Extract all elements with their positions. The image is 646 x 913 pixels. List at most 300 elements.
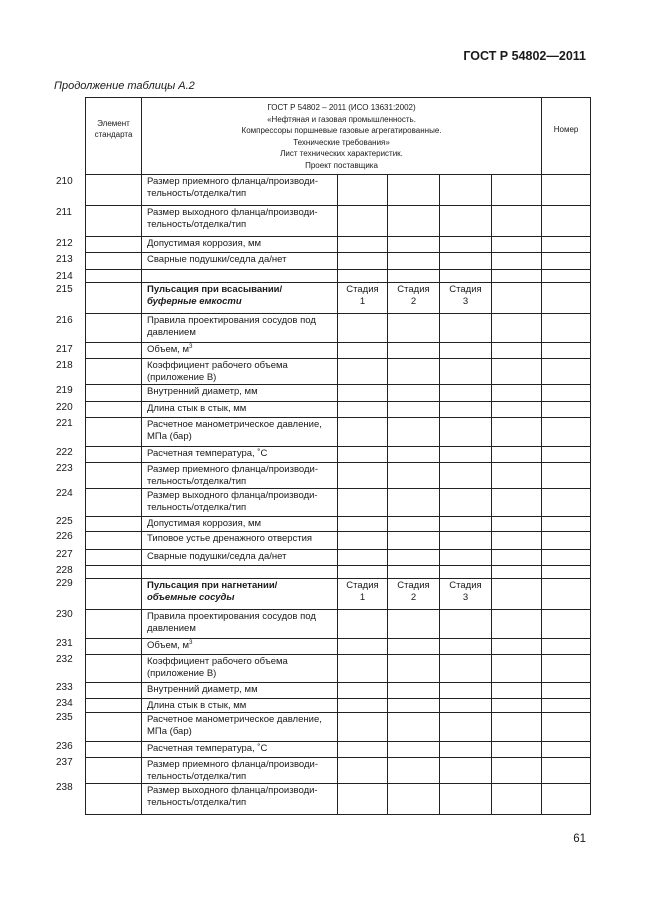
stage-cell: [440, 253, 492, 270]
description-text: Типовое устье дренажного отверстия: [147, 533, 313, 544]
stage-cell: [388, 253, 440, 270]
superscript: 3: [189, 639, 193, 646]
value-cell: [492, 699, 542, 713]
description-text: Расчетное манометрическое давление, МПа (бар): [147, 714, 322, 737]
description-cell: [142, 237, 338, 253]
stage-cell: [440, 610, 492, 639]
stage-label: Стадия: [397, 580, 430, 591]
row-number: 216: [56, 315, 73, 326]
value-cell: [492, 639, 542, 655]
description-text: Размер приемного фланца/производи-тельность/отделка/тип: [147, 464, 318, 487]
row-number: 227: [56, 549, 73, 560]
value-cell: [492, 418, 542, 447]
element-cell: [86, 550, 142, 566]
superscript: 3: [189, 343, 193, 350]
stage-number: 3: [462, 296, 469, 307]
stage-cell: [338, 566, 388, 579]
value-cell: [492, 402, 542, 418]
description-text: Размер приемного фланца/производи-тельность/отделка/тип: [147, 176, 318, 199]
stage-cell: [388, 655, 440, 683]
stage-cell: [440, 206, 492, 237]
stage-cell: [338, 639, 388, 655]
row-number: 233: [56, 682, 73, 693]
column-header-element: Элемент стандарта: [86, 98, 142, 175]
element-cell: [86, 713, 142, 742]
title-line: Лист технических характеристик.: [280, 149, 403, 158]
stage-label: Стадия: [346, 284, 379, 295]
stage-cell: [388, 579, 440, 610]
stage-cell: [338, 683, 388, 699]
description-text: Длина стык в стык, мм: [147, 403, 247, 414]
value-cell: [542, 566, 591, 579]
stage-cell: [388, 175, 440, 206]
stage-number: 3: [462, 592, 469, 603]
value-cell: [492, 283, 542, 314]
stage-cell: [388, 489, 440, 517]
element-cell: [86, 532, 142, 550]
stage-cell: [338, 784, 388, 815]
stage-cell: [388, 206, 440, 237]
stage-label: Стадия: [449, 580, 482, 591]
value-cell: [542, 283, 591, 314]
row-number: 219: [56, 385, 73, 396]
element-cell: [86, 566, 142, 579]
value-cell: [542, 175, 591, 206]
stage-cell: [388, 359, 440, 385]
row-number: 236: [56, 741, 73, 752]
element-cell: [86, 655, 142, 683]
row-number: 223: [56, 463, 73, 474]
table-row: [86, 489, 591, 517]
spec-table: [85, 97, 591, 815]
element-cell: [86, 683, 142, 699]
description-cell: [142, 359, 338, 385]
stage-cell: [440, 566, 492, 579]
element-cell: [86, 447, 142, 463]
row-number: 230: [56, 609, 73, 620]
description-cell: [142, 343, 338, 359]
section-title: Пульсация при нагнетании/: [147, 580, 278, 591]
stage-cell: [440, 699, 492, 713]
table-row: [86, 517, 591, 532]
element-cell: [86, 175, 142, 206]
description-text: Внутренний диаметр, мм: [147, 684, 258, 695]
table-row: [86, 610, 591, 639]
stage-cell: [388, 566, 440, 579]
element-cell: [86, 270, 142, 283]
stage-cell: [338, 463, 388, 489]
table-row: [86, 175, 591, 206]
stage-cell: [338, 610, 388, 639]
stage-cell: [338, 237, 388, 253]
table-row: [86, 402, 591, 418]
value-cell: [542, 742, 591, 758]
row-number: 211: [56, 207, 72, 218]
description-text: Коэффициент рабочего объема (приложение В): [147, 656, 288, 679]
table-row: [86, 550, 591, 566]
stage-cell: [388, 610, 440, 639]
stage-number: 2: [410, 296, 417, 307]
table-row: [86, 206, 591, 237]
stage-cell: [338, 253, 388, 270]
title-line: Проект поставщика: [305, 160, 378, 170]
stage-cell: [338, 532, 388, 550]
value-cell: [492, 610, 542, 639]
value-cell: [492, 758, 542, 784]
stage-cell: [388, 343, 440, 359]
value-cell: [492, 359, 542, 385]
element-cell: [86, 385, 142, 402]
stage-cell: [440, 175, 492, 206]
stage-cell: [440, 639, 492, 655]
row-number: 213: [56, 254, 73, 265]
description-cell: [142, 270, 338, 283]
stage-cell: [338, 359, 388, 385]
stage-cell: [440, 343, 492, 359]
value-cell: [542, 237, 591, 253]
value-cell: [492, 237, 542, 253]
table-row: [86, 270, 591, 283]
element-cell: [86, 463, 142, 489]
stage-cell: [388, 463, 440, 489]
description-text: Внутренний диаметр, мм: [147, 386, 258, 397]
table-row: [86, 253, 591, 270]
value-cell: [542, 699, 591, 713]
stage-cell: [388, 314, 440, 343]
description-cell: [142, 253, 338, 270]
value-cell: [492, 206, 542, 237]
element-cell: [86, 517, 142, 532]
stage-cell: [338, 655, 388, 683]
stage-cell: [388, 283, 440, 314]
description-cell: [142, 314, 338, 343]
description-cell: [142, 489, 338, 517]
value-cell: [542, 579, 591, 610]
stage-cell: [440, 683, 492, 699]
section-subtitle: объемные сосуды: [147, 592, 235, 603]
table-row: [86, 385, 591, 402]
table-row: [86, 532, 591, 550]
description-cell: [142, 550, 338, 566]
value-cell: [492, 343, 542, 359]
element-cell: [86, 283, 142, 314]
table-row: [86, 699, 591, 713]
element-cell: [86, 402, 142, 418]
value-cell: [492, 784, 542, 815]
document-code: ГОСТ Р 54802—2011: [463, 49, 586, 63]
value-cell: [542, 683, 591, 699]
row-number: 229: [56, 578, 73, 589]
stage-cell: [338, 283, 388, 314]
stage-number: 2: [410, 592, 417, 603]
description-text: Размер выходного фланца/производи-тельность/отделка/тип: [147, 490, 318, 513]
description-text: Допустимая коррозия, мм: [147, 518, 262, 529]
stage-number: 1: [359, 296, 366, 307]
stage-cell: [440, 532, 492, 550]
description-cell: [142, 579, 338, 610]
stage-cell: [440, 579, 492, 610]
stage-cell: [338, 206, 388, 237]
stage-cell: [440, 402, 492, 418]
description-text: Сварные подушки/седла да/нет: [147, 551, 287, 562]
description-text: Правила проектирования сосудов под давлением: [147, 611, 316, 634]
stage-cell: [338, 343, 388, 359]
description-cell: [142, 610, 338, 639]
value-cell: [492, 566, 542, 579]
stage-cell: [338, 517, 388, 532]
table-body: [86, 175, 591, 815]
stage-cell: [388, 237, 440, 253]
table-row: [86, 683, 591, 699]
stage-cell: [440, 550, 492, 566]
element-cell: [86, 206, 142, 237]
row-number: 228: [56, 565, 73, 576]
section-subtitle: буферные емкости: [147, 296, 242, 307]
stage-cell: [338, 270, 388, 283]
stage-number: 1: [359, 592, 366, 603]
table-row: [86, 566, 591, 579]
table-row: [86, 237, 591, 253]
element-cell: [86, 237, 142, 253]
description-cell: [142, 639, 338, 655]
value-cell: [492, 385, 542, 402]
value-cell: [542, 610, 591, 639]
row-number: 237: [56, 757, 73, 768]
value-cell: [542, 463, 591, 489]
column-header-title: [142, 98, 542, 175]
stage-cell: [388, 699, 440, 713]
description-text: Размер выходного фланца/производи-тельность/отделка/тип: [147, 785, 318, 808]
description-text: Коэффициент рабочего объема (приложение В): [147, 360, 288, 383]
table-row: [86, 359, 591, 385]
description-text: Объем, м: [147, 640, 190, 651]
stage-cell: [440, 655, 492, 683]
stage-cell: [338, 742, 388, 758]
row-number: 210: [56, 176, 73, 187]
element-cell: [86, 253, 142, 270]
description-cell: [142, 655, 338, 683]
value-cell: [492, 742, 542, 758]
description-cell: [142, 385, 338, 402]
element-cell: [86, 359, 142, 385]
value-cell: [492, 463, 542, 489]
description-cell: [142, 175, 338, 206]
description-text: Длина стык в стык, мм: [147, 700, 247, 711]
stage-cell: [388, 639, 440, 655]
value-cell: [492, 175, 542, 206]
stage-cell: [440, 283, 492, 314]
value-cell: [492, 713, 542, 742]
row-number: 224: [56, 488, 73, 499]
stage-cell: [338, 418, 388, 447]
stage-cell: [440, 742, 492, 758]
value-cell: [542, 253, 591, 270]
description-cell: [142, 402, 338, 418]
value-cell: [542, 639, 591, 655]
value-cell: [542, 784, 591, 815]
stage-cell: [388, 742, 440, 758]
table-row: [86, 418, 591, 447]
description-cell: [142, 517, 338, 532]
description-text: Расчетная температура, ˚С: [147, 448, 268, 459]
description-text: Сварные подушки/седла да/нет: [147, 254, 287, 265]
table-row: [86, 655, 591, 683]
stage-cell: [338, 550, 388, 566]
element-cell: [86, 758, 142, 784]
value-cell: [542, 314, 591, 343]
stage-cell: [440, 517, 492, 532]
element-cell: [86, 314, 142, 343]
stage-cell: [388, 447, 440, 463]
value-cell: [492, 655, 542, 683]
value-cell: [492, 270, 542, 283]
stage-cell: [338, 402, 388, 418]
description-cell: [142, 418, 338, 447]
value-cell: [542, 532, 591, 550]
table-row: [86, 579, 591, 610]
row-number: 218: [56, 360, 73, 371]
description-text: Объем, м: [147, 344, 190, 355]
element-cell: [86, 639, 142, 655]
stage-label: Стадия: [397, 284, 430, 295]
value-cell: [542, 655, 591, 683]
description-cell: [142, 566, 338, 579]
value-cell: [542, 359, 591, 385]
table-row: [86, 639, 591, 655]
stage-cell: [338, 489, 388, 517]
value-cell: [542, 206, 591, 237]
value-cell: [542, 343, 591, 359]
stage-cell: [440, 270, 492, 283]
row-number: 222: [56, 447, 73, 458]
element-cell: [86, 610, 142, 639]
value-cell: [542, 550, 591, 566]
page-number: 61: [573, 833, 586, 845]
row-number: 220: [56, 402, 73, 413]
title-line: Компрессоры поршневые газовые агрегатированные.: [241, 126, 442, 135]
element-cell: [86, 784, 142, 815]
stage-cell: [440, 713, 492, 742]
value-cell: [542, 713, 591, 742]
row-number: 235: [56, 712, 73, 723]
description-cell: [142, 699, 338, 713]
stage-cell: [388, 402, 440, 418]
stage-cell: [338, 447, 388, 463]
stage-cell: [388, 418, 440, 447]
value-cell: [492, 517, 542, 532]
stage-cell: [440, 758, 492, 784]
row-number: 232: [56, 654, 73, 665]
element-cell: [86, 742, 142, 758]
description-text: Расчетная температура, ˚С: [147, 743, 268, 754]
stage-cell: [338, 758, 388, 784]
value-cell: [542, 385, 591, 402]
stage-cell: [388, 683, 440, 699]
description-cell: [142, 447, 338, 463]
stage-cell: [388, 517, 440, 532]
row-number: 225: [56, 516, 73, 527]
row-number: 214: [56, 271, 73, 282]
stage-cell: [440, 385, 492, 402]
value-cell: [542, 517, 591, 532]
table-row: [86, 447, 591, 463]
element-cell: [86, 699, 142, 713]
description-text: Допустимая коррозия, мм: [147, 238, 262, 249]
description-cell: [142, 532, 338, 550]
description-cell: [142, 758, 338, 784]
value-cell: [492, 314, 542, 343]
table-row: [86, 463, 591, 489]
table-row: [86, 713, 591, 742]
stage-cell: [338, 314, 388, 343]
stage-cell: [440, 784, 492, 815]
stage-cell: [440, 463, 492, 489]
table-row: [86, 784, 591, 815]
stage-cell: [388, 385, 440, 402]
row-number: 221: [56, 418, 73, 429]
stage-cell: [388, 784, 440, 815]
element-cell: [86, 418, 142, 447]
table-row: [86, 283, 591, 314]
value-cell: [542, 402, 591, 418]
value-cell: [542, 758, 591, 784]
row-number: 217: [56, 344, 73, 355]
title-line: ГОСТ Р 54802 – 2011 (ИСО 13631:2002): [267, 103, 416, 112]
title-line: Технические требования»: [293, 137, 390, 147]
description-text: Расчетное манометрическое давление, МПа (бар): [147, 419, 322, 442]
value-cell: [492, 550, 542, 566]
description-text: Правила проектирования сосудов под давлением: [147, 315, 316, 338]
stage-cell: [388, 532, 440, 550]
description-cell: [142, 206, 338, 237]
stage-cell: [338, 175, 388, 206]
value-cell: [542, 418, 591, 447]
stage-cell: [338, 385, 388, 402]
title-line: «Нефтяная и газовая промышленность.: [267, 114, 416, 124]
stage-label: Стадия: [449, 284, 482, 295]
stage-cell: [440, 418, 492, 447]
description-cell: [142, 742, 338, 758]
stage-cell: [440, 489, 492, 517]
stage-cell: [388, 713, 440, 742]
row-number: 231: [56, 638, 73, 649]
stage-cell: [388, 270, 440, 283]
description-text: Размер выходного фланца/производи-тельность/отделка/тип: [147, 207, 318, 230]
stage-cell: [338, 699, 388, 713]
table-row: [86, 314, 591, 343]
description-text: Размер приемного фланца/производи-тельность/отделка/тип: [147, 759, 318, 782]
stage-cell: [440, 447, 492, 463]
value-cell: [542, 270, 591, 283]
row-number: 234: [56, 698, 73, 709]
value-cell: [492, 532, 542, 550]
column-header-number: Номер: [542, 98, 591, 175]
value-cell: [542, 489, 591, 517]
element-cell: [86, 489, 142, 517]
stage-cell: [440, 314, 492, 343]
description-cell: [142, 283, 338, 314]
table-header-row: [86, 98, 591, 175]
value-cell: [492, 253, 542, 270]
value-cell: [492, 489, 542, 517]
description-cell: [142, 713, 338, 742]
row-number: 215: [56, 284, 73, 295]
stage-cell: [338, 579, 388, 610]
row-number: 212: [56, 238, 73, 249]
value-cell: [492, 579, 542, 610]
row-number: 226: [56, 531, 73, 542]
description-cell: [142, 784, 338, 815]
